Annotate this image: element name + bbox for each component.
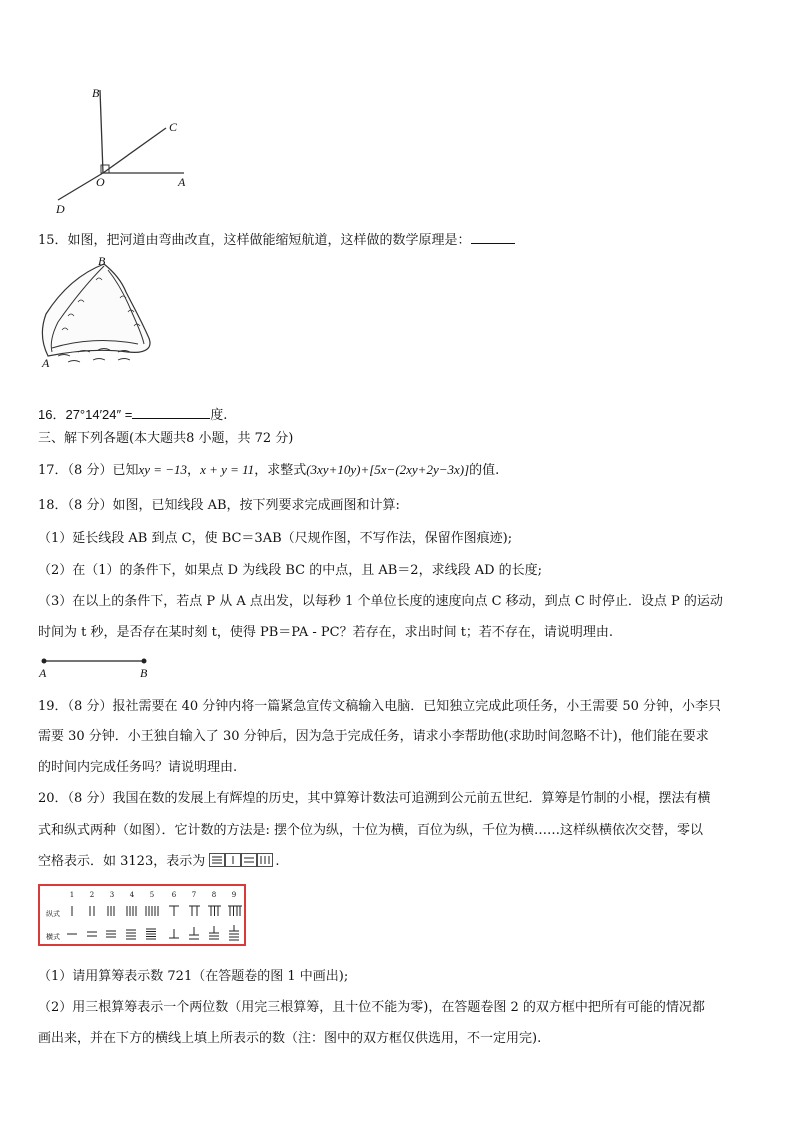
digit-6: 6 xyxy=(171,891,177,899)
digit-5: 5 xyxy=(149,891,155,899)
label-b: B xyxy=(92,86,100,100)
counting-rods-table xyxy=(38,884,246,946)
question-17-end: 的值. xyxy=(469,463,500,478)
question-18-part-3-line-2: 时间为 t 秒，是否存在某时刻 t，使得 PB＝PA - PC？若存在，求出时间 t；若不存在，请说明理由. xyxy=(38,625,614,640)
polynomial-expression: (3xy+10y)+[5x−(2xy+2y−3x)] xyxy=(306,462,470,477)
question-20-line-1: 20．（8 分）我国在数的发展上有辉煌的历史，其中算筹计数法可追溯到公元前五世纪．算筹是竹制的小棍，摆法有横 xyxy=(38,791,711,806)
question-19-line-3: 的时间内完成任务吗？请说明理由. xyxy=(38,760,238,775)
row-label-horizontal: 横式 xyxy=(46,933,60,941)
segment-label-a: A xyxy=(39,666,47,680)
digit-1: 1 xyxy=(69,891,75,899)
segment-label-b: B xyxy=(140,666,148,680)
question-20-part-1: （1）请用算筹表示数 721（在答题卷的图 1 中画出); xyxy=(38,969,349,984)
digit-9: 9 xyxy=(231,891,237,899)
river-label-a: A xyxy=(42,356,50,370)
separator: ， xyxy=(187,463,201,478)
question-15 xyxy=(38,230,515,250)
angle-figure xyxy=(40,80,210,220)
condition-1: xy = −13 xyxy=(138,462,188,477)
digit-7: 7 xyxy=(191,891,197,899)
question-16-expression: 27°14′24″ = xyxy=(65,407,133,422)
digit-2: 2 xyxy=(89,891,95,899)
question-20-part-2-line-2: 画出来，并在下方的横线上填上所表示的数（注：图中的双方框仅供选用，不一定用完). xyxy=(38,1031,542,1046)
section-3-heading: 三、解下列各题(本大题共8 小题，共 72 分) xyxy=(38,431,294,446)
question-18-part-1: （1）延长线段 AB 到点 C，使 BC＝3AB（尺规作图，不写作法，保留作图痕迹); xyxy=(38,531,513,546)
condition-2: x + y = 11 xyxy=(200,462,255,477)
label-a: A xyxy=(178,175,186,189)
question-18-part-2: （2）在（1）的条件下，如果点 D 为线段 BC 的中点，且 AB＝2，求线段 AD 的长度; xyxy=(38,563,543,578)
digit-3: 3 xyxy=(109,891,115,899)
rod-glyphs xyxy=(40,886,244,944)
question-19-line-1: 19．（8 分）报社需要在 40 分钟内将一篇紧急宣传文稿输入电脑．已知独立完成此项任务，小王需要 50 分钟，小李只 xyxy=(38,699,722,714)
question-16 xyxy=(38,405,227,425)
answer-blank-15[interactable] xyxy=(471,230,515,244)
river-label-b: B xyxy=(98,254,106,268)
label-d: D xyxy=(56,202,65,216)
question-17-stem: 17．（8 分）已知 xyxy=(38,463,139,478)
question-20-line-3 xyxy=(38,853,280,871)
question-20-line-3-end: . xyxy=(275,854,280,869)
question-17 xyxy=(38,461,499,480)
question-18-stem: 18．（8 分）如图，已知线段 AB，按下列要求完成画图和计算: xyxy=(38,498,400,513)
digit-4: 4 xyxy=(129,891,135,899)
question-16-number: 16． xyxy=(38,407,66,422)
question-18-part-3-line-1: （3）在以上的条件下，若点 P 从 A 点出发，以每秒 1 个单位长度的速度向点 C 移动，到点 C 时停止．设点 P 的运动 xyxy=(38,594,723,609)
label-c: C xyxy=(169,120,178,134)
question-16-unit: 度. xyxy=(210,408,228,423)
question-20-line-2: 式和纵式两种（如图）．它计数的方法是: 摆个位为纵，十位为横，百位为纵，千位为横……这样纵横依次交替，零以 xyxy=(38,823,704,838)
answer-blank-16[interactable] xyxy=(132,405,210,419)
row-label-vertical: 纵式 xyxy=(46,910,60,918)
digit-8: 8 xyxy=(211,891,217,899)
question-20-part-2-line-1: （2）用三根算筹表示一个两位数（用完三根算筹，且十位不能为零)，在答题卷图 2 的双方框中把所有可能的情况都 xyxy=(38,1000,705,1015)
question-19-line-2: 需要 30 分钟．小王独自输入了 30 分钟后，因为急于完成任务，请求小李帮助他(求助时间忽略不计)，他们能在要求 xyxy=(38,729,709,744)
river-figure xyxy=(38,252,158,370)
question-17-mid: ，求整式 xyxy=(254,463,307,478)
rod-numeral-3123 xyxy=(209,853,275,867)
label-o: O xyxy=(96,175,105,189)
question-15-text: 15．如图，把河道由弯曲改直，这样做能缩短航道，这样做的数学原理是： xyxy=(38,233,471,248)
question-20-line-3-text: 空格表示．如 3123，表示为 xyxy=(38,854,206,869)
